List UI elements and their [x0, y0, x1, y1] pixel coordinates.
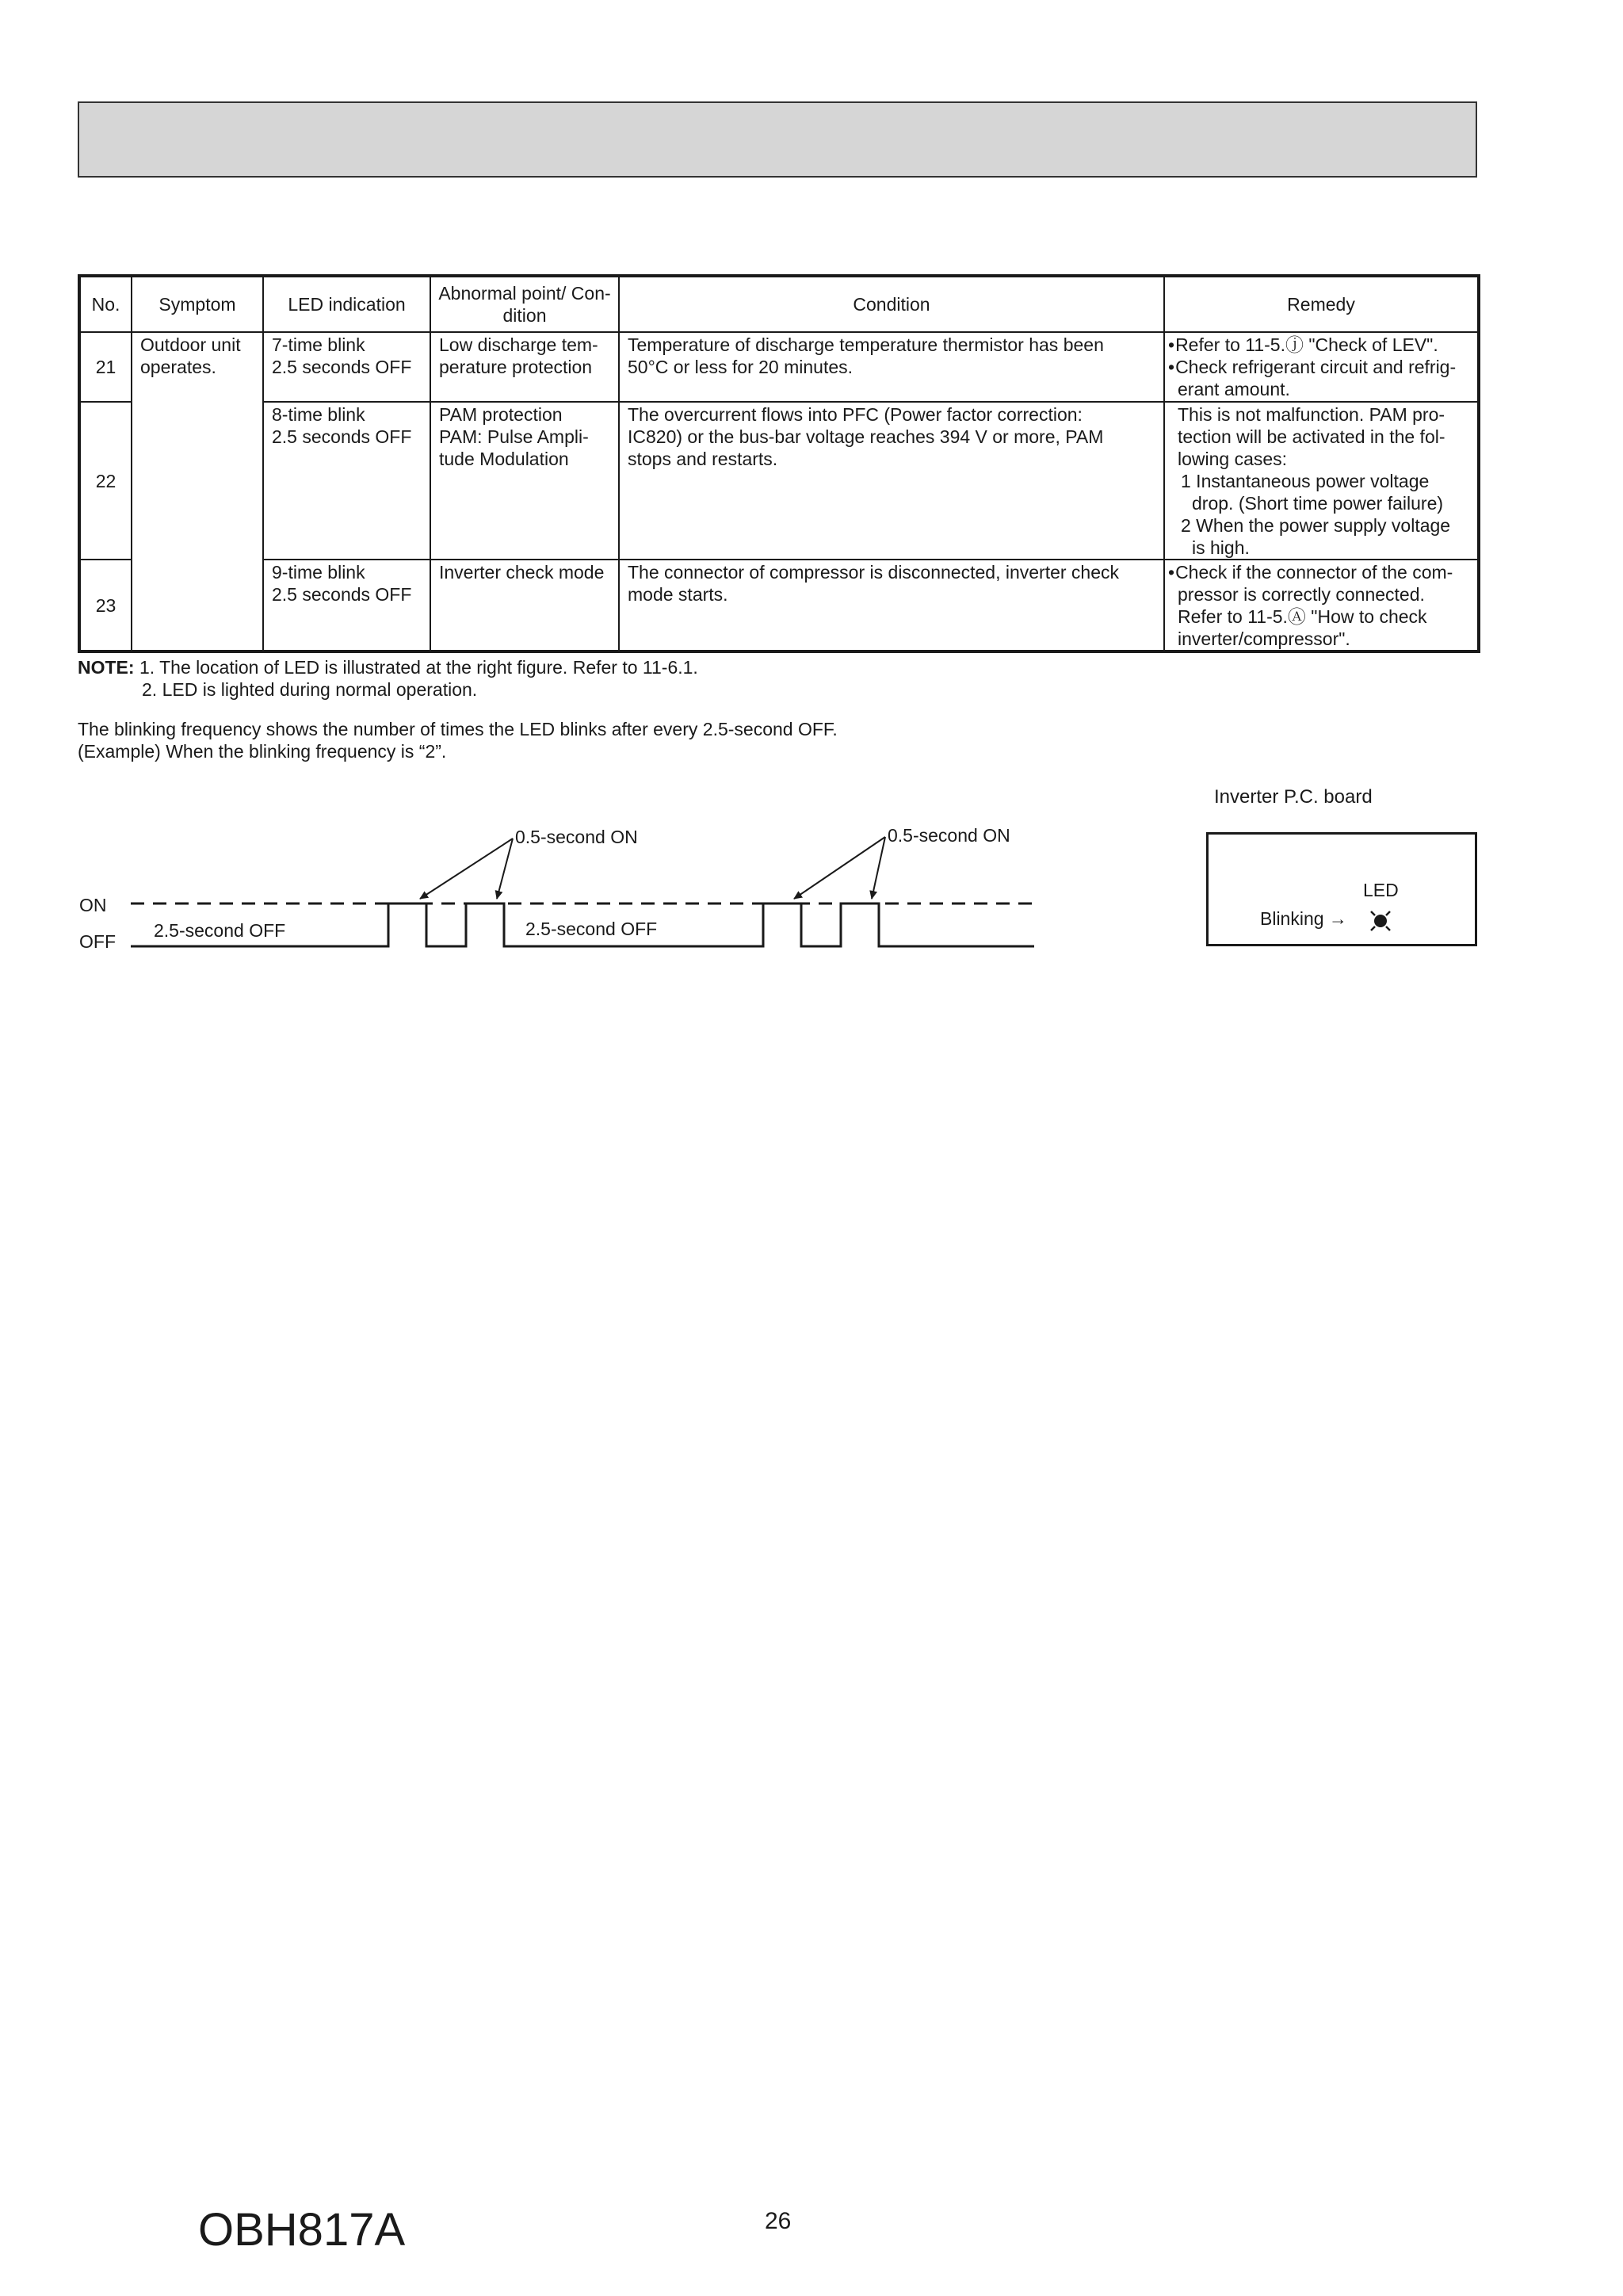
document-code: OBH817A: [198, 2204, 406, 2256]
board-title: Inverter P.C. board: [1214, 786, 1373, 808]
table-row: [79, 332, 1479, 402]
row-number: 21: [79, 332, 132, 402]
off-level-label: OFF: [79, 931, 116, 952]
note-label: NOTE:: [78, 657, 135, 678]
abnormal-point-cell: Inverter check mode: [430, 560, 619, 651]
header-condition: Condition: [619, 276, 1164, 332]
led-indication-cell: 9-time blink 2.5 seconds OFF: [263, 560, 430, 651]
note-line-1: 1. The location of LED is illustrated at the right figure. Refer to 11-6.1.: [139, 657, 698, 678]
table-row: [79, 402, 1479, 560]
on-level-label: ON: [79, 895, 107, 915]
page-number: 26: [765, 2208, 792, 2234]
condition-cell: The connector of compressor is disconnected, inverter check mode starts.: [619, 560, 1164, 651]
remedy-cell: This is not malfunction. PAM pro- tection will be activated in the fol- lowing cases: 1 Instantaneous power voltage drop. (Short time power failure) 2 When the power supply voltage is high.: [1164, 402, 1479, 560]
table-header-row: [79, 276, 1479, 332]
abnormal-point-cell: PAM protection PAM: Pulse Ampli- tude Modulation: [430, 402, 619, 560]
symptom-cell: Outdoor unit operates.: [132, 332, 263, 651]
blink-description-line-1: The blinking frequency shows the number of times the LED blinks after every 2.5-second OFF.: [78, 719, 838, 739]
blink-timing-diagram: [71, 816, 1062, 967]
diagnosis-table: [78, 274, 1480, 653]
remedy-cell: • Check if the connector of the com- pressor is correctly connected. Refer to 11-5.Ⓐ "How to check inverter/compressor".: [1164, 560, 1479, 651]
header-abnormal-point: Abnormal point/ Con- dition: [430, 276, 619, 332]
on-duration-label-1: 0.5-second ON: [515, 827, 638, 847]
header-symptom: Symptom: [132, 276, 263, 332]
led-blinking-icon: [1363, 904, 1398, 938]
abnormal-point-cell: Low discharge tem- perature protection: [430, 332, 619, 402]
off-duration-label-2: 2.5-second OFF: [525, 919, 658, 939]
section-header-bar: [78, 101, 1477, 178]
row-number: 22: [79, 402, 132, 560]
pointer-arrow: [794, 837, 885, 899]
condition-cell: The overcurrent flows into PFC (Power factor correction: IC820) or the bus-bar voltage reaches 394 V or more, PAM stops and restarts.: [619, 402, 1164, 560]
header-remedy: Remedy: [1164, 276, 1479, 332]
led-label: LED: [1363, 880, 1399, 900]
remedy-cell: • Refer to 11-5.ⓙ "Check of LEV". • Check refrigerant circuit and refrig- erant amount.: [1164, 332, 1479, 402]
on-duration-label-2: 0.5-second ON: [888, 825, 1010, 846]
pointer-arrow: [872, 837, 885, 899]
blink-description-line-2: (Example) When the blinking frequency is “2”.: [78, 741, 447, 762]
condition-cell: Temperature of discharge temperature thermistor has been 50°C or less for 20 minutes.: [619, 332, 1164, 402]
note-line-2: 2. LED is lighted during normal operation.: [142, 679, 478, 700]
table-row: [79, 560, 1479, 651]
blinking-label: Blinking →: [1260, 908, 1347, 929]
led-indication-cell: 7-time blink 2.5 seconds OFF: [263, 332, 430, 402]
blink-description: [78, 718, 838, 762]
row-number: 23: [79, 560, 132, 651]
header-led-indication: LED indication: [263, 276, 430, 332]
header-no: No.: [79, 276, 132, 332]
off-duration-label-1: 2.5-second OFF: [154, 920, 286, 941]
led-indication-cell: 8-time blink 2.5 seconds OFF: [263, 402, 430, 560]
note-block: [78, 656, 698, 701]
